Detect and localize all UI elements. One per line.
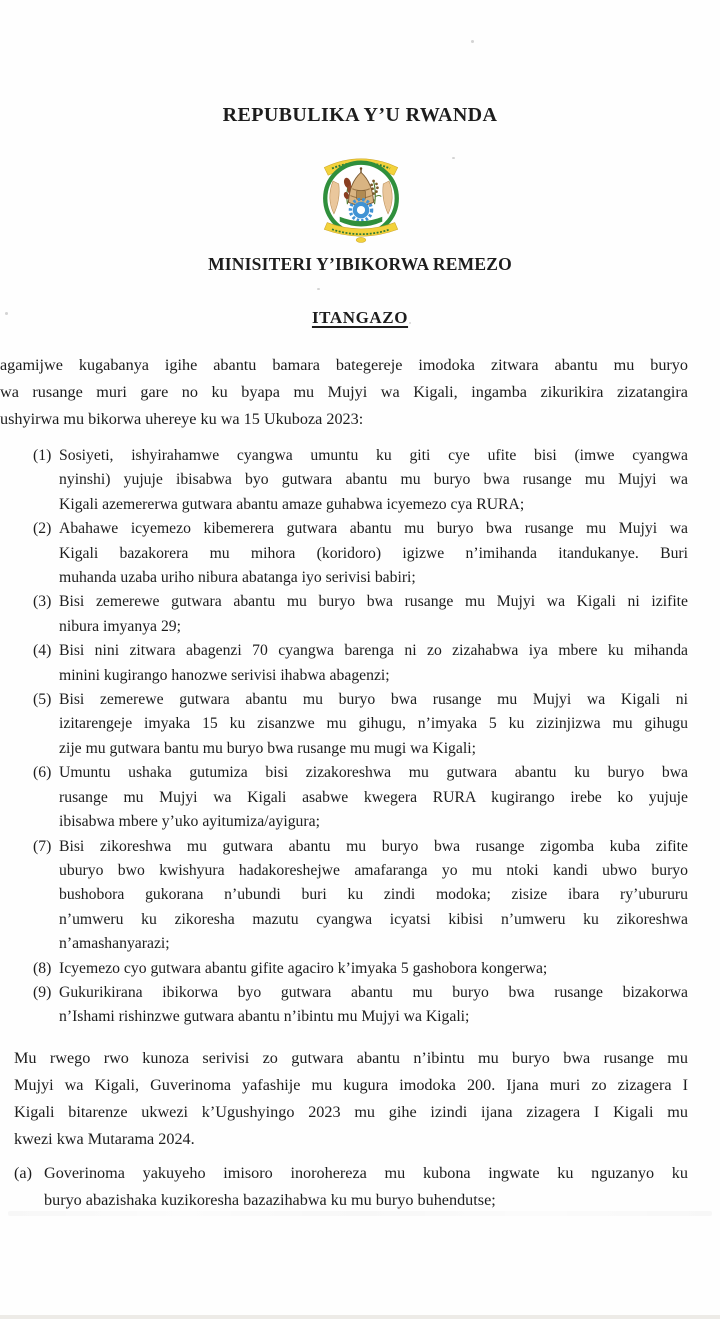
text-line: Icyemezo cyo gutwara abantu gifite agaciro k’imyaka 5 gashobora kongerwa; <box>59 959 548 977</box>
text-line: ushyirwa mu bikorwa uhereye ku wa 15 Ukuboza 2023: <box>0 410 364 428</box>
text-line: Mujyi wa Kigali, Guverinoma yafashije mu kugura imodoka 200. Ijana muri zo zizagera I <box>14 1076 688 1094</box>
list-item <box>33 761 688 834</box>
text-line: buryo abazishaka kuzikoresha bazazihabwa ku mu buryo buhendutse; <box>44 1191 496 1209</box>
text-line: uburyo bwo kwishyura hadakoreshejwe amafaranga yo mu ntoki kandi ubwo buryo <box>59 861 688 879</box>
document-heading <box>0 308 720 328</box>
list-item-number: (8) <box>33 959 52 977</box>
list-item-text <box>59 590 688 639</box>
lettered-list <box>14 1160 688 1214</box>
text-line: Bisi zemerewe gutwara abantu mu buryo bwa rusange mu Mujyi wa Kigali ni izifite <box>59 593 688 611</box>
list-item-number: (2) <box>33 520 52 538</box>
list-item-text <box>59 517 688 590</box>
list-item-text <box>59 981 688 1030</box>
text-line: Abahawe icyemezo kibemerera gutwara abantu mu buryo bwa rusange mu Mujyi wa <box>59 520 688 538</box>
text-line: Goverinoma yakuyeho imisoro inorohereza mu kubona ingwate ku nguzanyo ku <box>44 1164 688 1182</box>
scan-speck <box>471 40 474 43</box>
list-item <box>14 1160 688 1214</box>
body-paragraph <box>14 1045 688 1153</box>
list-item-text <box>44 1160 688 1214</box>
text-line: n’Ishami rishinzwe gutwara abantu n’ibintu mu Mujyi wa Kigali; <box>59 1008 470 1026</box>
text-line: Kigali bazakorera mu mihora (koridoro) igizwe n’imihanda itandukanye. Buri <box>59 544 688 562</box>
scan-speck <box>5 312 8 315</box>
text-line: Mu rwego rwo kunoza serivisi zo gutwara abantu n’ibintu mu buryo bwa rusange mu <box>14 1049 688 1067</box>
list-item-text <box>59 761 688 834</box>
list-item-number: (1) <box>33 447 52 464</box>
list-item-text <box>59 957 688 981</box>
numbered-list <box>33 444 688 1030</box>
text-line: wa rusange muri gare no ku byapa mu Mujyi wa Kigali, ingamba zikurikira zizatangira <box>0 383 688 401</box>
scan-edge-shade <box>0 1315 720 1319</box>
text-line: muhanda uzaba uriho nibura abatanga iyo serivisi babiri; <box>59 569 416 587</box>
text-line: zije mu gutwara bantu mu buryo bwa rusange mu mugi wa Kigali; <box>59 739 476 757</box>
text-line: nyinshi) yujuje ibisabwa byo gutwara abantu mu buryo bwa rusange mu Mujyi wa <box>59 471 688 489</box>
intro-paragraph <box>0 352 688 433</box>
document-heading-text: ITANGAZO <box>311 308 409 327</box>
list-item-number: (5) <box>33 691 52 709</box>
list-item-number: (6) <box>33 764 52 782</box>
scan-speck <box>317 288 320 290</box>
list-item <box>33 517 688 590</box>
scan-streak-artifact <box>8 1211 712 1216</box>
text-line: Sosiyeti, ishyirahamwe cyangwa umuntu ku giti cye ufite bisi (imwe cyangwa <box>59 447 688 464</box>
list-item-number: (4) <box>33 642 52 660</box>
list-item <box>33 835 688 957</box>
text-line: izitarengeje imyaka 15 ku zisanzwe mu gihugu, n’imyaka 5 ku zizinjizwa mu gihugu <box>59 715 688 733</box>
list-item-number: (3) <box>33 593 52 611</box>
list-item <box>33 639 688 688</box>
list-item-number: (9) <box>33 983 52 1001</box>
list-item-text <box>59 688 688 761</box>
republic-title: REPUBULIKA Y’U RWANDA <box>222 104 498 126</box>
list-item <box>33 590 688 639</box>
list-item <box>33 688 688 761</box>
text-line: Umuntu ushaka gutumiza bisi zizakoreshwa mu gutwara abantu ku buryo bwa <box>59 764 688 782</box>
text-line: Bisi nini zitwara abagenzi 70 cyangwa barenga ni zo zizahabwa iya mbere ku mihanda <box>59 642 688 660</box>
list-item-text <box>59 835 688 957</box>
text-line: Kigali azemererwa gutwara abantu amaze guhabwa icyemezo cya RURA; <box>59 495 525 513</box>
text-line: agamijwe kugabanya igihe abantu bamara bategereje imodoka zitwara abantu mu buryo <box>0 356 688 374</box>
text-line: nibura imyanya 29; <box>59 617 181 635</box>
list-item <box>33 957 688 981</box>
text-line: minini kugirango hanozwe serivisi ihabwa abagenzi; <box>59 666 390 684</box>
list-item-number: (a) <box>14 1164 32 1182</box>
text-line: Gukurikirana ibikorwa byo gutwara abantu mu buryo bwa rusange bizakorwa <box>59 983 688 1001</box>
text-line: Kigali bitarenze ukwezi k’Ugushyingo 2023 mu gihe izindi ijana zizagera I Kigali mu <box>14 1103 688 1121</box>
list-item <box>33 981 688 1030</box>
text-line: Bisi zemerewe gutwara abantu mu buryo bwa rusange mu Mujyi wa Kigali ni <box>59 691 688 709</box>
scan-speck <box>409 322 411 324</box>
text-line: rusange mu Mujyi wa Kigali asabwe kwegera RURA kugirango irebe ko yujuje <box>59 788 688 806</box>
list-item <box>33 444 688 517</box>
list-item-text <box>59 639 688 688</box>
text-line: kwezi kwa Mutarama 2024. <box>14 1130 195 1148</box>
text-line: Bisi zikoreshwa mu gutwara abantu mu buryo bwa rusange zigomba kuba zifite <box>59 837 688 855</box>
ministry-title: MINISITERI Y’IBIKORWA REMEZO <box>208 254 512 274</box>
rwanda-coat-of-arms-icon <box>303 144 419 248</box>
list-item-number: (7) <box>33 837 52 855</box>
text-line: bushobora gukorana n’ubundi buri ku zindi modoka; zisize ibara ry’ubururu <box>59 886 688 904</box>
scan-speck <box>452 157 455 159</box>
text-line: n’amashanyarazi; <box>59 935 170 953</box>
text-line: ibisabwa mbere y’uko ayitumiza/ayigura; <box>59 813 320 831</box>
list-item-text <box>59 444 688 517</box>
text-line: n’umweru ku zikoresha mazutu cyangwa icyatsi kibisi n’umweru ku zikoreshwa <box>59 910 688 928</box>
